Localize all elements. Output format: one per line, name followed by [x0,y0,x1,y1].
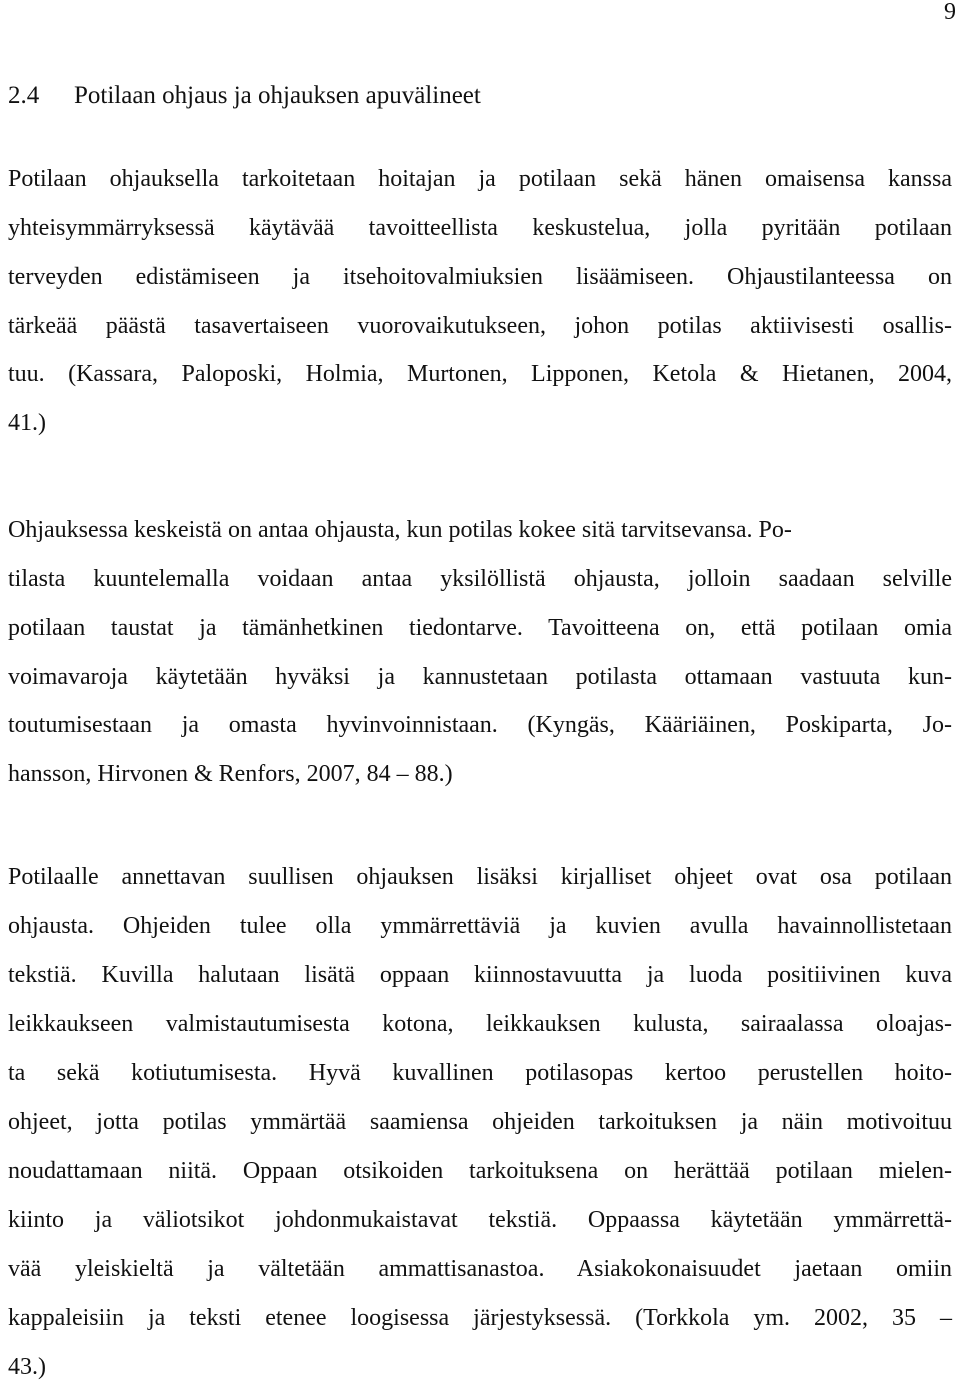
page-number: 9 [944,0,956,25]
paragraph-2-line: voimavaroja käytetään hyväksi ja kannustetaan potilasta ottamaan vastuuta kun- [8,664,952,690]
section-heading [8,80,481,112]
paragraph-2-line: potilaan taustat ja tämänhetkinen tiedontarve. Tavoitteena on, että potilaan omia [8,615,952,641]
paragraph-3-line: ohjausta. Ohjeiden tulee olla ymmärrettäviä ja kuvien avulla havainnollistetaan [8,913,952,939]
paragraph-2-line: hansson, Hirvonen & Renfors, 2007, 84 – 88.) [8,761,453,787]
paragraph-2-line: Ohjauksessa keskeistä on antaa ohjausta, kun potilas kokee sitä tarvitsevansa. Po- [8,517,792,543]
paragraph-1-line: tuu. (Kassara, Paloposki, Holmia, Murtonen, Lipponen, Ketola & Hietanen, 2004, [8,361,952,387]
section-title: Potilaan ohjaus ja ohjauksen apuvälineet [74,82,481,109]
paragraph-1-line: 41.) [8,410,46,436]
paragraph-2-line: tilasta kuuntelemalla voidaan antaa yksilöllistä ohjausta, jolloin saadaan selville [8,566,952,592]
paragraph-3-line: Potilaalle annettavan suullisen ohjauksen lisäksi kirjalliset ohjeet ovat osa potilaan [8,864,952,890]
paragraph-3-line: tekstiä. Kuvilla halutaan lisätä oppaan kiinnostavuutta ja luoda positiivinen kuva [8,962,952,988]
paragraph-3-line: noudattamaan niitä. Oppaan otsikoiden tarkoituksena on herättää potilaan mielen- [8,1158,952,1184]
paragraph-3-line: 43.) [8,1354,46,1380]
paragraph-2-line: toutumisestaan ja omasta hyvinvoinnistaan. (Kyngäs, Kääriäinen, Poskiparta, Jo- [8,712,952,738]
paragraph-3-line: ohjeet, jotta potilas ymmärtää saamiensa ohjeiden tarkoituksen ja näin motivoituu [8,1109,952,1135]
paragraph-3-line: vää yleiskieltä ja vältetään ammattisanastoa. Asiakokonaisuudet jaetaan omiin [8,1256,952,1282]
paragraph-3-line: kappaleisiin ja teksti etenee loogisessa järjestyksessä. (Torkkola ym. 2002, 35 – [8,1305,952,1331]
paragraph-1-line: yhteisymmärryksessä käytävää tavoitteellista keskustelua, jolla pyritään potilaan [8,215,952,241]
paragraph-3-line: kiinto ja väliotsikot johdonmukaistavat tekstiä. Oppaassa käytetään ymmärrettä- [8,1207,952,1233]
paragraph-1-line: terveyden edistämiseen ja itsehoitovalmiuksien lisäämiseen. Ohjaustilanteessa on [8,264,952,290]
paragraph-1-line: Potilaan ohjauksella tarkoitetaan hoitajan ja potilaan sekä hänen omaisensa kanssa [8,166,952,192]
paragraph-3-line: leikkaukseen valmistautumisesta kotona, leikkauksen kulusta, sairaalassa oloajas- [8,1011,952,1037]
paragraph-3-line: ta sekä kotiutumisesta. Hyvä kuvallinen potilasopas kertoo perustellen hoito- [8,1060,952,1086]
section-number: 2.4 [8,82,40,109]
paragraph-1-line: tärkeää päästä tasavertaiseen vuorovaikutukseen, johon potilas aktiivisesti osallis- [8,313,952,339]
